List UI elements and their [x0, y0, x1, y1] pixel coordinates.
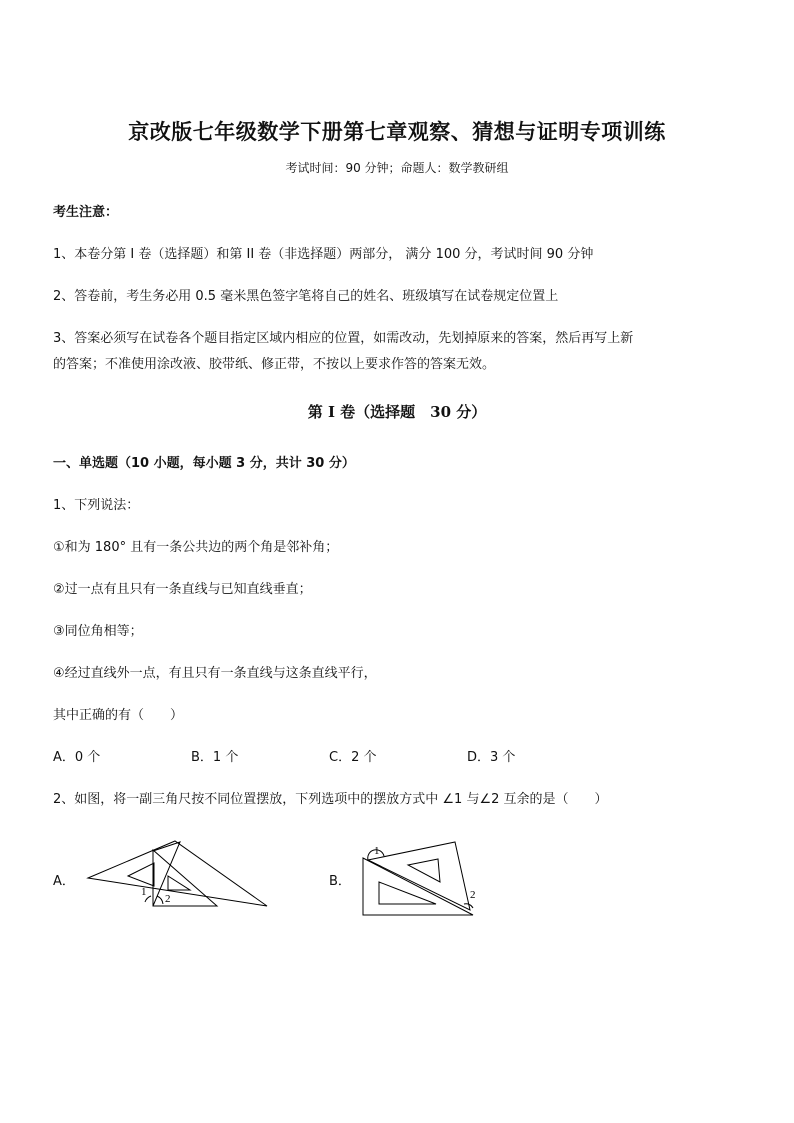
figure-a-large-triangle	[88, 841, 267, 906]
notice-item-3-continued: 的答案；不准使用涂改液、胶带纸、修正带，不按以上要求作答的答案无效。	[53, 357, 496, 372]
q1-statement-1: ①和为 180° 且有一条公共边的两个角是邻补角；	[53, 540, 339, 555]
figure-a-angle-2-label: 2	[165, 893, 171, 905]
exam-info: 考试时间：90 分钟；命题人：数学教研组	[285, 161, 509, 175]
figure-a-angle-1-label: 1	[141, 886, 147, 898]
q1-option-c[interactable]: C．2 个	[329, 750, 377, 765]
part-title: 一、单选题（10 小题，每小题 3 分，共计 30 分）	[53, 456, 355, 471]
figure-b-angle-2-label: 2	[470, 889, 476, 901]
notice-item-3: 3、答案必须写在试卷各个题目指定区域内相应的位置，如需改动，先划掉原来的答案，然后再写上新	[53, 331, 634, 346]
q1-stem: 1、下列说法：	[53, 498, 140, 513]
q2-stem: 2、如图，将一副三角尺按不同位置摆放，下列选项中的摆放方式中 ∠1 与∠2 互余的是（ ）	[53, 792, 608, 807]
section-title: 第 I 卷（选择题 30 分）	[307, 403, 487, 421]
figure-a-angle-2-arc	[157, 896, 163, 904]
q1-statement-3: ③同位角相等；	[53, 624, 143, 639]
notice-item-2: 2、答卷前，考生务必用 0.5 毫米黑色签字笔将自己的姓名、班级填写在试卷规定位置上	[53, 289, 559, 304]
figure-a-inner-hole	[128, 863, 154, 886]
q1-statement-2: ②过一点有且只有一条直线与已知直线垂直；	[53, 582, 312, 597]
q1-option-b[interactable]: B．1 个	[191, 750, 239, 765]
q1-statement-4: ④经过直线外一点，有且只有一条直线与这条直线平行，	[53, 666, 377, 681]
q2-figure-b	[358, 838, 488, 918]
q1-question: 其中正确的有（ ）	[53, 708, 184, 723]
figure-b-square-hole	[379, 882, 436, 904]
figure-b-angle-1-label: 1	[374, 845, 380, 857]
figure-a-small-triangle	[153, 850, 217, 906]
q2-option-b-label[interactable]: B．	[329, 874, 351, 889]
notice-item-1: 1、本卷分第 I 卷（选择题）和第 II 卷（非选择题）两部分， 满分 100 分，考试时间 90 分钟	[53, 247, 594, 262]
q1-option-d[interactable]: D．3 个	[467, 750, 516, 765]
figure-b-rotated-hole	[408, 859, 440, 882]
q2-option-a-label[interactable]: A．	[53, 874, 75, 889]
figure-a-small-hole	[168, 876, 190, 890]
figure-b-rotated-triangle	[368, 842, 470, 910]
q1-option-a[interactable]: A．0 个	[53, 750, 101, 765]
q2-figure-a	[85, 838, 275, 910]
notice-heading: 考生注意：	[53, 205, 119, 220]
page-title: 京改版七年级数学下册第七章观察、猜想与证明专项训练	[128, 119, 666, 144]
